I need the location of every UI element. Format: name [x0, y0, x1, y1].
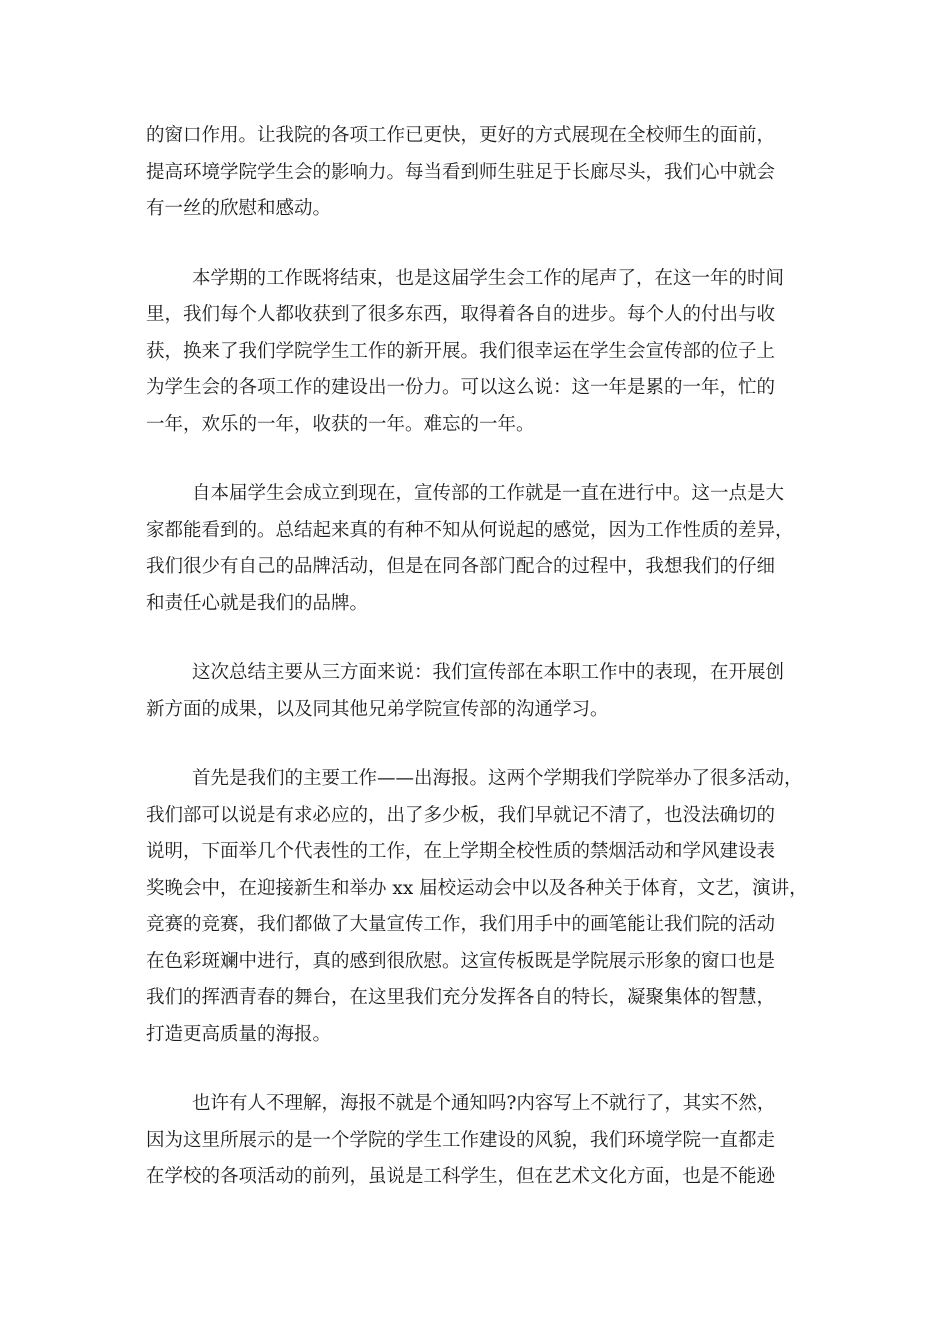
text-line: 自本届学生会成立到现在，宣传部的工作就是一直在进行中。这一点是大	[192, 483, 785, 504]
text-line: 里，我们每个人都收获到了很多东西，取得着各自的进步。每个人的付出与收	[146, 304, 776, 325]
text-line: 打造更高质量的海报。	[146, 1023, 332, 1045]
text-line: 也许有人不理解，海报不就是个通知吗?内容写上不就行了，其实不然，	[192, 1093, 776, 1114]
text-line: 一年，欢乐的一年，收获的一年。难忘的一年。	[146, 413, 535, 435]
text-line: 说明，下面举几个代表性的工作，在上学期全校性质的禁烟活动和学风建设表	[146, 841, 776, 862]
paragraph-2	[146, 261, 826, 444]
text-line: 和责任心就是我们的品牌。	[146, 592, 369, 614]
text-line: 提高环境学院学生会的影响力。每当看到师生驻足于长廊尽头，我们心中就会	[146, 161, 776, 183]
text-line: 在学校的各项活动的前列，虽说是工科学生，但在艺术文化方面，也是不能逊	[146, 1166, 776, 1187]
paragraph-6	[146, 1086, 826, 1196]
document-body	[146, 118, 826, 1229]
text-line: 获，换来了我们学院学生工作的新开展。我们很幸运在学生会宣传部的位子上	[146, 340, 776, 362]
text-line: 因为这里所展示的是一个学院的学生工作建设的风貌，我们环境学院一直都走	[146, 1129, 776, 1151]
text-line: 为学生会的各项工作的建设出一份力。可以这么说：这一年是累的一年，忙的	[146, 377, 776, 398]
paragraph-1	[146, 118, 826, 228]
text-line: 我们部可以说是有求必应的，出了多少板，我们早就记不清了，也没法确切的	[146, 804, 776, 826]
text-line: 在色彩斑斓中进行，真的感到很欣慰。这宣传板既是学院展示形象的窗口也是	[146, 950, 776, 972]
text-line: 的窗口作用。让我院的各项工作已更快，更好的方式展现在全校师生的面前，	[146, 125, 776, 146]
text-line: 我们的挥洒青春的舞台，在这里我们充分发挥各自的特长，凝聚集体的智慧，	[146, 987, 776, 1008]
text-line: 首先是我们的主要工作——出海报。这两个学期我们学院举办了很多活动，	[192, 768, 803, 789]
text-line: 这次总结主要从三方面来说：我们宣传部在本职工作中的表现，在开展创	[192, 662, 785, 683]
text-line: 家都能看到的。总结起来真的有种不知从何说起的感觉，因为工作性质的差异，	[146, 519, 794, 541]
text-line: 新方面的成果，以及同其他兄弟学院宣传部的沟通学习。	[146, 698, 609, 720]
paragraph-3	[146, 476, 826, 622]
text-line: 竞赛的竞赛，我们都做了大量宣传工作，我们用手中的画笔能让我们院的活动	[146, 914, 776, 935]
paragraph-4	[146, 655, 826, 728]
paragraph-5	[146, 761, 826, 1053]
text-line: 我们很少有自己的品牌活动，但是在同各部门配合的过程中，我想我们的仔细	[146, 556, 776, 577]
text-line: 有一丝的欣慰和感动。	[146, 198, 332, 219]
text-line: 本学期的工作既将结束，也是这届学生会工作的尾声了，在这一年的时间	[192, 267, 785, 289]
text-line: 奖晚会中，在迎接新生和举办 xx 届校运动会中以及各种关于体育，文艺，演讲，	[146, 877, 808, 899]
